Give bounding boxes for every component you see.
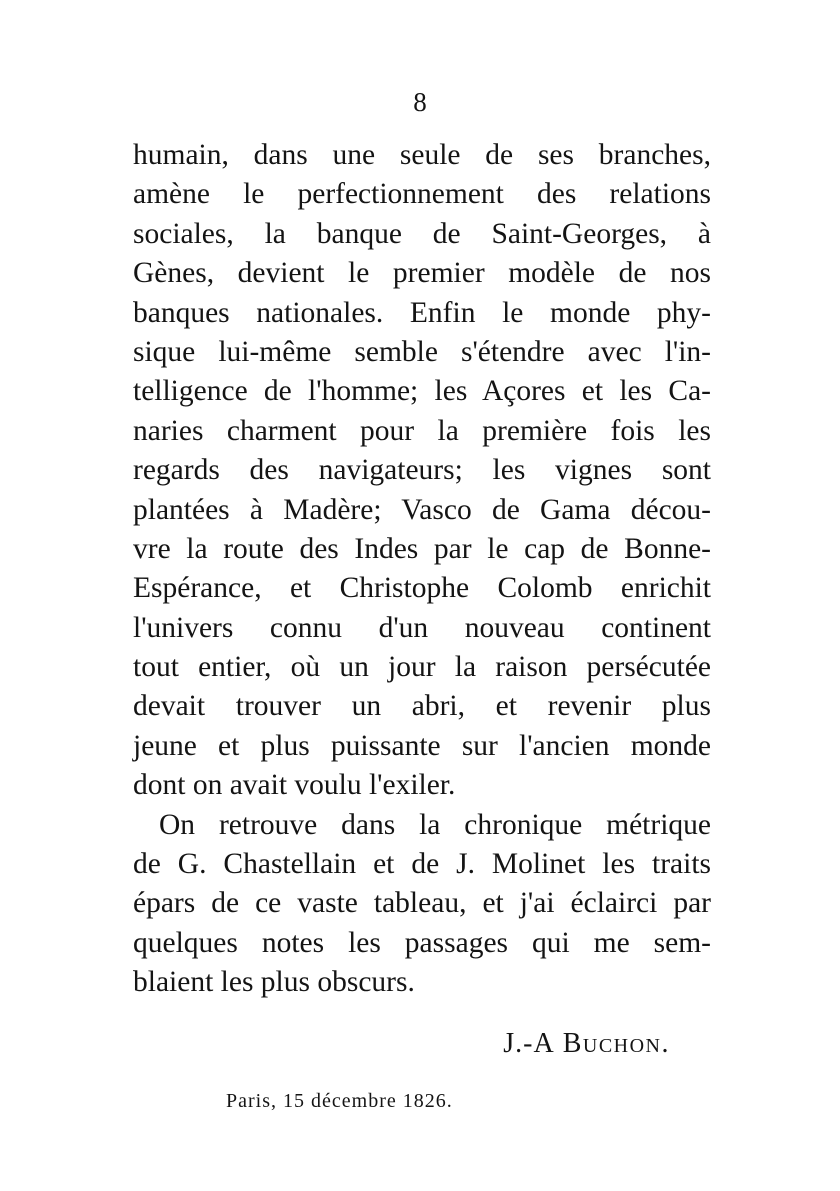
- text-line: On retrouve dans la chronique métrique: [159, 808, 711, 841]
- text-line: naries charment pour la première fois les: [133, 414, 711, 447]
- signature-initials: J.-A: [503, 1028, 555, 1059]
- text-line: telligence de l'homme; les Açores et les Ca-: [133, 375, 711, 408]
- author-signature: [503, 1026, 670, 1062]
- text-line: blaient les plus obscurs.: [133, 966, 415, 999]
- text-line: l'univers connu d'un nouveau continent: [133, 611, 711, 644]
- dateline: Paris, 15 décembre 1826.: [226, 1090, 453, 1112]
- text-line: amène le perfectionnement des relations: [133, 178, 711, 211]
- text-line: tout entier, où un jour la raison persécutée: [133, 651, 711, 684]
- page-number: 8: [413, 87, 427, 117]
- text-line: sociales, la banque de Saint-Georges, à: [133, 217, 711, 250]
- text-line: banques nationales. Enfin le monde phy-: [133, 296, 711, 329]
- text-line: sique lui-même semble s'étendre avec l'in-: [133, 335, 711, 368]
- text-line: plantées à Madère; Vasco de Gama décou-: [133, 493, 711, 526]
- text-line: humain, dans une seule de ses branches,: [133, 139, 711, 171]
- paragraph: [133, 806, 711, 1003]
- text-line: vre la route des Indes par le cap de Bonne-: [133, 532, 711, 565]
- text-line: de G. Chastellain et de J. Molinet les traits: [133, 848, 711, 881]
- text-line: devait trouver un abri, et revenir plus: [133, 690, 711, 723]
- text-line: épars de ce vaste tableau, et j'ai éclairci par: [133, 887, 711, 920]
- text-line: dont on avait voulu l'exiler.: [133, 769, 456, 802]
- text-line: quelques notes les passages qui me sem-: [133, 926, 711, 959]
- text-line: regards des navigateurs; les vignes sont: [133, 454, 711, 487]
- paragraph: [133, 136, 711, 806]
- body-text: [133, 136, 711, 1003]
- text-line: jeune et plus puissante sur l'ancien monde: [133, 729, 711, 762]
- text-line: Espérance, et Christophe Colomb enrichit: [133, 572, 711, 605]
- text-line: Gènes, devient le premier modèle de nos: [133, 257, 711, 290]
- signature-surname: Buchon.: [562, 1028, 670, 1059]
